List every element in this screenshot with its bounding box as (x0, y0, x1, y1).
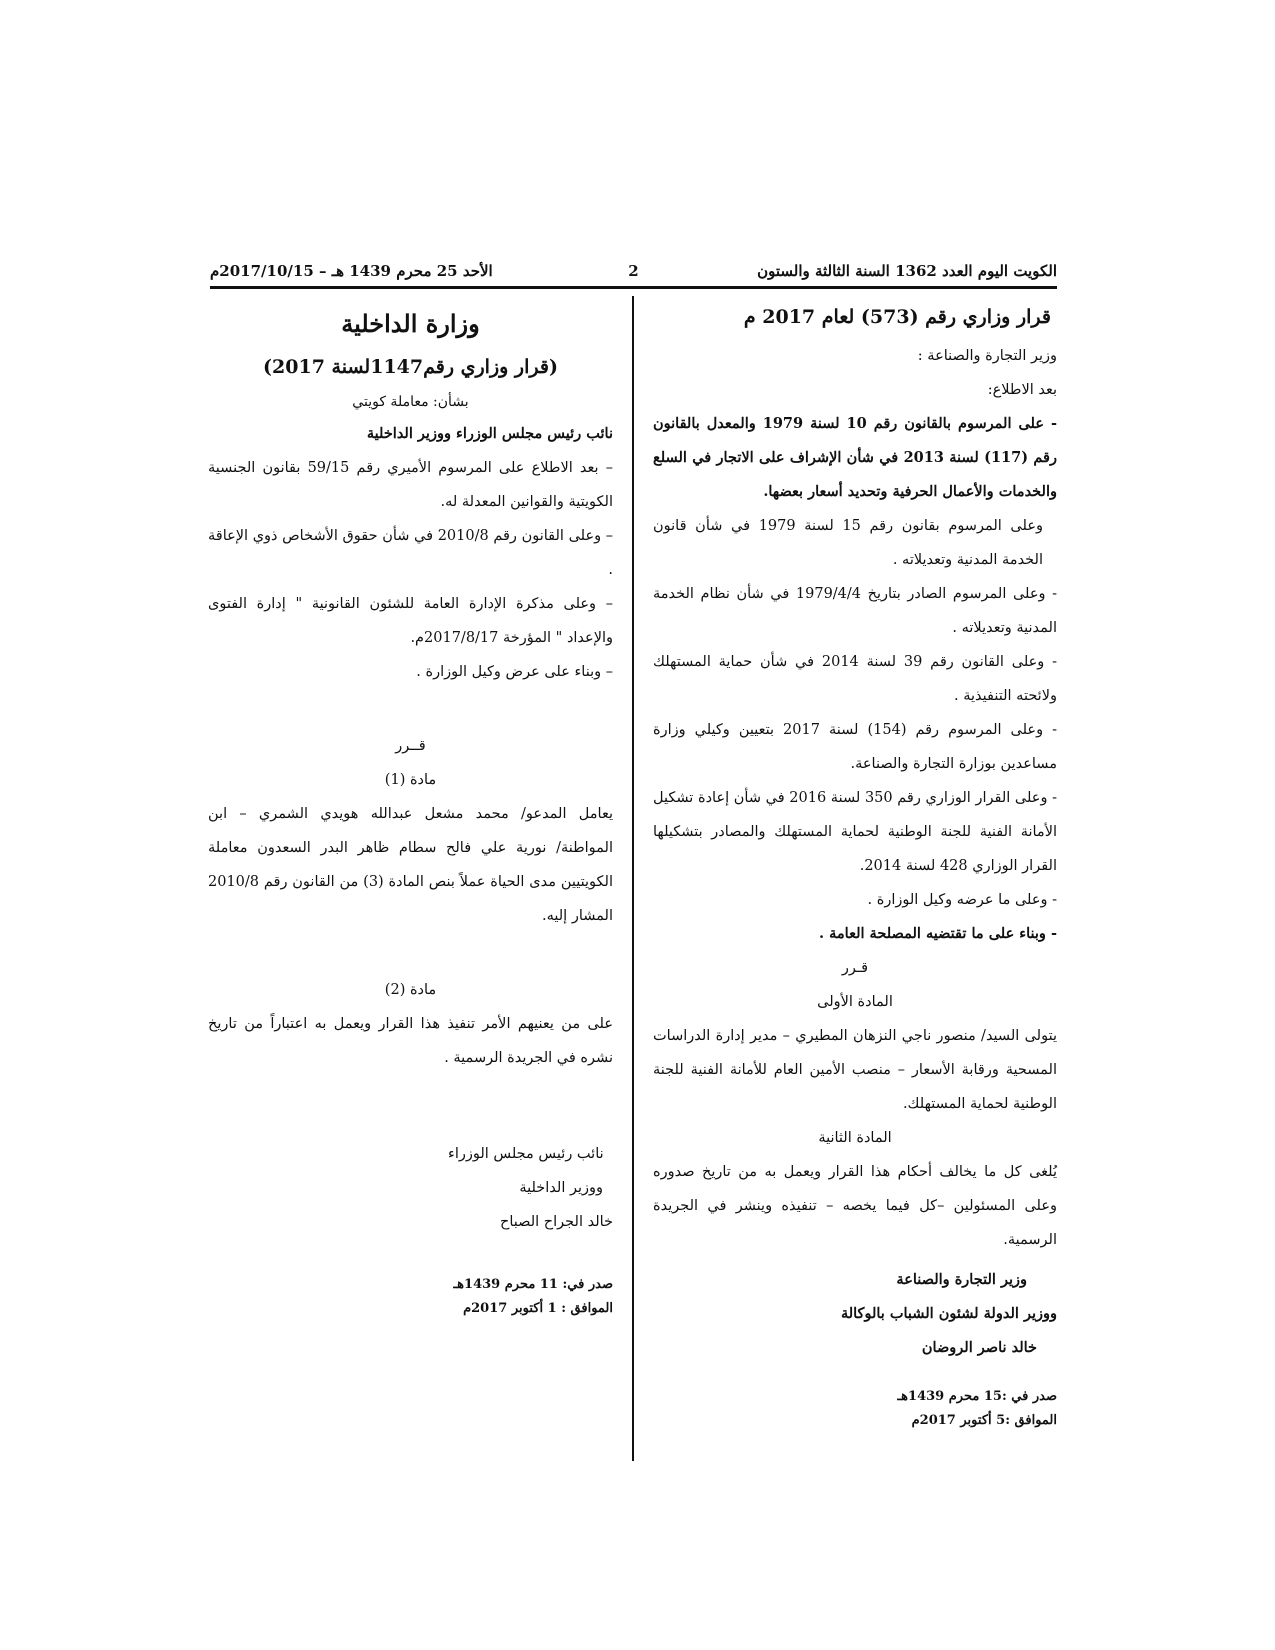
commerce-decided: قـرر (841, 960, 869, 976)
interior-issuer: نائب رئيس مجلس الوزراء ووزير الداخلية (366, 425, 613, 442)
interior-article1-text: يعامل المدعو/ محمد مشعل عبدالله هويدي الشمري – ابن المواطنة/ نورية علي فالح سطام ظاهر البدر السعدون معاملة الكويتيين مدى الحياة عملاً بنص المادة (3) من القانون رقم 2010/8 المشار إليه. (208, 806, 613, 924)
interior-decree-number: (قرار وزاري رقم1147لسنة 2017) (263, 356, 558, 378)
commerce-recital-5: - وعلى المرسوم رقم (154) لسنة 2017 بتعيين وكيلي وزارة مساعدين بوزارة التجارة والصناعة. (653, 722, 1057, 772)
interior-corresponding-date: الموافق : 1 أكتوبر 2017م (463, 1301, 613, 1316)
header-rule (210, 286, 1057, 289)
commerce-corresponding-date: الموافق :5 أكتوبر 2017م (911, 1413, 1057, 1428)
interior-signature-name: خالد الجراح الصباح (500, 1214, 613, 1230)
commerce-signature-line-1: وزير التجارة والصناعة (896, 1271, 1027, 1288)
column-divider (632, 296, 634, 1461)
interior-signature-block (208, 1137, 613, 1239)
interior-article2-text: على من يعنيهم الأمر تنفيذ هذا القرار ويعمل به اعتباراً من تاريخ نشره في الجريدة الرسمية . (208, 1016, 613, 1066)
commerce-signature-block (653, 1263, 1057, 1365)
commerce-article2-text: يُلغى كل ما يخالف أحكام هذا القرار ويعمل به من تاريخ صدوره وعلى المسئولين –كل فيما يخصه – تنفيذه وينشر في الجريدة الرسمية. (653, 1164, 1057, 1248)
interior-decree-subject: بشأن: معاملة كويتي (352, 394, 469, 410)
commerce-article1-text: يتولى السيد/ منصور ناجي النزهان المطيري – مدير إدارة الدراسات المسحية ورقابة الأسعار – منصب الأمين العام للأمانة الفنية للجنة الوطنية لحماية المستهلك. (653, 1028, 1057, 1112)
commerce-recital-2: وعلى المرسوم بقانون رقم 15 لسنة 1979 في شأن قانون الخدمة المدنية وتعديلاته . (653, 518, 1043, 568)
commerce-signature-name: خالد ناصر الروضان (921, 1339, 1037, 1356)
commerce-recital-4: - وعلى القانون رقم 39 لسنة 2014 في شأن حماية المستهلك ولائحته التنفيذية . (653, 654, 1057, 704)
interior-issued-on: صدر في: 11 محرم 1439هـ (453, 1277, 613, 1292)
interior-article1-heading: مادة (1) (384, 772, 437, 788)
page-number: 2 (628, 262, 639, 280)
commerce-recital-6: - وعلى القرار الوزاري رقم 350 لسنة 2016 في شأن إعادة تشكيل الأمانة الفنية للجنة الوطنية لحماية المستهلك والمصادر بتشكيلها القرار الوزاري 428 لسنة 2014. (653, 790, 1057, 874)
header-issue-info: الكويت اليوم العدد 1362 السنة الثالثة والستون (757, 262, 1057, 280)
interior-recital-3: – وعلى مذكرة الإدارة العامة للشئون القانونية " إدارة الفتوى والإعداد " المؤرخة 2017/8/17م. (208, 596, 613, 646)
interior-decree-column (208, 301, 613, 1321)
interior-recital-2: – وعلى القانون رقم 2010/8 في شأن حقوق الأشخاص ذوي الإعاقة . (208, 528, 613, 578)
interior-recital-4: – وبناء على عرض وكيل الوزارة . (416, 664, 613, 680)
commerce-recital-3: - وعلى المرسوم الصادر بتاريخ 1979/4/4 في شأن نظام الخدمة المدنية وتعديلاته . (653, 586, 1057, 636)
page-header (210, 258, 1057, 288)
commerce-decree-column (653, 297, 1057, 1433)
interior-signature-line-2: ووزير الداخلية (519, 1180, 603, 1196)
interior-ministry-title: وزارة الداخلية (341, 309, 480, 338)
commerce-signature-line-2: ووزير الدولة لشئون الشباب بالوكالة (840, 1305, 1057, 1322)
interior-signature-line-1: نائب رئيس مجلس الوزراء (448, 1146, 604, 1162)
commerce-recital-8: - وبناء على ما تقتضيه المصلحة العامة . (819, 925, 1057, 942)
commerce-minister-intro: وزير التجارة والصناعة : (917, 348, 1057, 364)
commerce-recital-7: - وعلى ما عرضه وكيل الوزارة . (867, 892, 1057, 908)
interior-decided: قــرر (395, 738, 426, 754)
header-date: الأحد 25 محرم 1439 هـ – 2017/10/15م (210, 262, 493, 280)
interior-recital-1: – بعد الاطلاع على المرسوم الأميري رقم 59/15 بقانون الجنسية الكويتية والقوانين المعدلة له. (208, 460, 613, 510)
interior-article2-heading: مادة (2) (384, 982, 437, 998)
commerce-decree-title: قرار وزاري رقم (573) لعام 2017 م (743, 306, 1051, 328)
commerce-recital-1: - على المرسوم بالقانون رقم 10 لسنة 1979 والمعدل بالقانون رقم (117) لسنة 2013 في شأن الإشراف على الاتجار في السلع والخدمات والأعمال الحرفية وتحديد أسعار بعضها. (653, 415, 1057, 500)
commerce-article2-heading: المادة الثانية (818, 1130, 892, 1146)
commerce-issued-on: صدر في :15 محرم 1439هـ (897, 1389, 1057, 1404)
commerce-after-review: بعد الاطلاع: (987, 382, 1057, 398)
commerce-article1-heading: المادة الأولى (817, 994, 893, 1010)
